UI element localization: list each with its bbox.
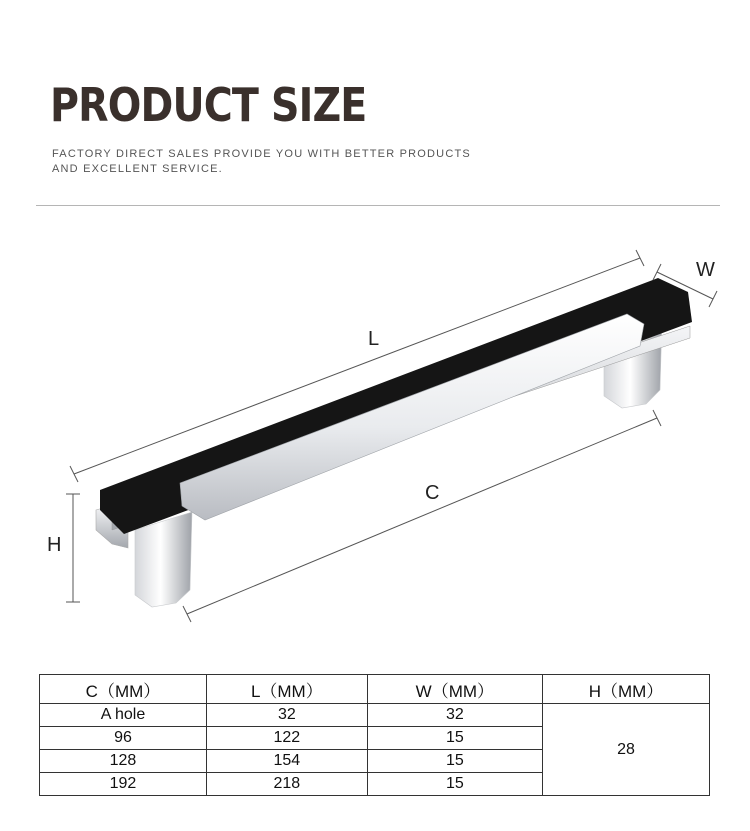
header-w: W（MM） xyxy=(367,675,542,704)
table-row xyxy=(40,704,710,727)
header-h: H（MM） xyxy=(543,675,710,704)
cell-w: 15 xyxy=(367,727,542,750)
size-table xyxy=(39,674,710,796)
dimension-w-label: W xyxy=(696,259,715,281)
cell-w: 15 xyxy=(367,750,542,773)
header-c: C（MM） xyxy=(40,675,207,704)
cell-h: 28 xyxy=(543,704,710,796)
cell-c: 128 xyxy=(40,750,207,773)
cell-c: A hole xyxy=(40,704,207,727)
page-title: PRODUCT SIZE xyxy=(50,78,367,132)
dimension-h xyxy=(66,494,80,602)
cell-l: 218 xyxy=(206,773,367,796)
cell-c: 96 xyxy=(40,727,207,750)
page-subtitle: FACTORY DIRECT SALES PROVIDE YOU WITH BETTER PRODUCTS AND EXCELLENT SERVICE. xyxy=(52,148,471,175)
handle-diagram xyxy=(0,230,750,630)
table-header-row xyxy=(40,675,710,704)
cell-w: 32 xyxy=(367,704,542,727)
dimension-h-label: H xyxy=(47,534,62,556)
cell-l: 32 xyxy=(206,704,367,727)
cell-c: 192 xyxy=(40,773,207,796)
section-divider xyxy=(36,205,720,206)
cell-w: 15 xyxy=(367,773,542,796)
header-l: L（MM） xyxy=(206,675,367,704)
dimension-l-label: L xyxy=(368,328,380,350)
dimension-c-label: C xyxy=(425,482,440,504)
cell-l: 154 xyxy=(206,750,367,773)
cell-l: 122 xyxy=(206,727,367,750)
